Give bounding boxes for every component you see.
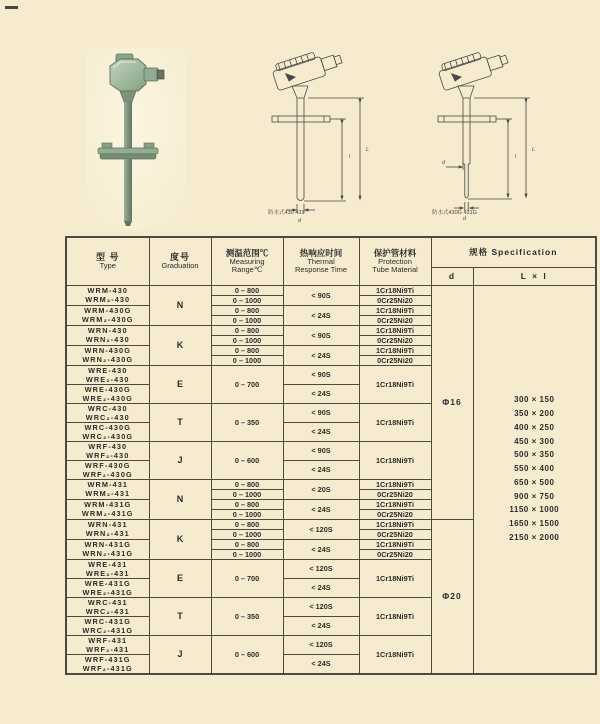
type-label: WRC₂-430G xyxy=(82,431,134,441)
type-cell xyxy=(66,539,149,559)
type-label: WRE₂-431 xyxy=(85,568,130,578)
type-cell xyxy=(66,285,149,305)
type-cell xyxy=(66,578,149,597)
header-response xyxy=(283,237,359,285)
material-cell: 1Cr18Ni9Ti xyxy=(359,479,431,489)
type-label: WRF-430G xyxy=(84,460,131,470)
response-cell: < 24S xyxy=(283,539,359,559)
dim-label-L: L xyxy=(532,147,536,153)
graduation-cell: K xyxy=(149,325,211,365)
header-specification xyxy=(431,237,596,267)
type-label: WRF₂-431G xyxy=(82,663,133,673)
header-spec-lxl xyxy=(473,267,596,285)
type-cell xyxy=(66,460,149,479)
header-graduation xyxy=(149,237,211,285)
graduation-cell: K xyxy=(149,519,211,559)
type-label: WRN-430 xyxy=(87,326,128,335)
response-cell: < 120S xyxy=(283,597,359,616)
type-cell xyxy=(66,597,149,616)
table-row xyxy=(66,285,596,295)
table-body xyxy=(66,285,596,674)
type-label: WRN-430G xyxy=(84,346,131,355)
response-cell: < 90S xyxy=(283,285,359,305)
type-label: WRF₂-430G xyxy=(82,469,133,479)
type-label: WRM-431G xyxy=(84,500,132,509)
range-cell: 0 – 1000 xyxy=(211,295,283,305)
dim-label-d: d xyxy=(298,218,302,224)
graduation-cell: E xyxy=(149,559,211,597)
header-spec-d-label: d xyxy=(448,271,456,281)
size-item: 350 × 200 xyxy=(514,408,555,418)
graduation-cell: N xyxy=(149,285,211,325)
range-cell: 0 – 700 xyxy=(211,559,283,597)
range-cell: 0 – 1000 xyxy=(211,335,283,345)
material-cell: 1Cr18Ni9Ti xyxy=(359,441,431,479)
material-cell: 0Cr25Ni20 xyxy=(359,489,431,499)
response-cell: < 24S xyxy=(283,460,359,479)
type-label: WRM-431 xyxy=(87,480,129,489)
header-spec-lxl-label: L × l xyxy=(520,271,548,281)
material-cell: 1Cr18Ni9Ti xyxy=(359,539,431,549)
type-cell xyxy=(66,345,149,365)
specification-table xyxy=(65,236,597,675)
response-cell: < 120S xyxy=(283,519,359,539)
type-label: WRE₂-430G xyxy=(82,393,133,403)
range-cell: 0 – 1000 xyxy=(211,509,283,519)
product-photo xyxy=(86,48,186,235)
type-cell xyxy=(66,499,149,519)
response-cell: < 24S xyxy=(283,499,359,519)
size-item: 550 × 400 xyxy=(514,464,555,474)
type-cell xyxy=(66,616,149,635)
range-cell: 0 – 1000 xyxy=(211,529,283,539)
header-type-cn: 型 号 xyxy=(95,252,120,262)
header-protection-cn: 保护管材料 xyxy=(373,247,417,258)
size-item: 1650 × 1500 xyxy=(509,519,560,529)
material-cell: 0Cr25Ni20 xyxy=(359,529,431,539)
type-cell xyxy=(66,654,149,674)
type-label: WRM₂-430G xyxy=(81,315,134,324)
range-cell: 0 – 1000 xyxy=(211,355,283,365)
response-cell: < 24S xyxy=(283,578,359,597)
graduation-cell: J xyxy=(149,441,211,479)
response-cell: < 120S xyxy=(283,559,359,578)
header-range xyxy=(211,237,283,285)
diameter-cell: Φ20 xyxy=(431,519,473,674)
type-label: WRC-431 xyxy=(87,597,128,607)
size-item: 650 × 500 xyxy=(514,477,555,487)
material-cell: 0Cr25Ni20 xyxy=(359,355,431,365)
material-cell: 0Cr25Ni20 xyxy=(359,549,431,559)
range-cell: 0 – 600 xyxy=(211,441,283,479)
type-label: WRN₂-430 xyxy=(85,335,130,344)
type-label: WRN-431G xyxy=(84,540,131,549)
type-label: WRN₂-430G xyxy=(82,355,134,364)
type-label: WRF₂-431 xyxy=(86,644,130,654)
size-item: 400 × 250 xyxy=(514,422,555,432)
type-label: WRC₂-431G xyxy=(82,625,134,635)
material-cell: 0Cr25Ni20 xyxy=(359,335,431,345)
type-cell xyxy=(66,479,149,499)
size-item: 2150 × 2000 xyxy=(509,533,560,543)
material-cell: 1Cr18Ni9Ti xyxy=(359,559,431,597)
size-item: 1150 × 1000 xyxy=(509,505,560,515)
type-label: WRE-430G xyxy=(84,384,131,394)
type-label: WRE-431G xyxy=(84,578,131,588)
type-label: WRN₂-431G xyxy=(82,549,134,558)
material-cell: 1Cr18Ni9Ti xyxy=(359,635,431,674)
range-cell: 0 – 600 xyxy=(211,635,283,674)
response-cell: < 24S xyxy=(283,305,359,325)
type-label: WRM₂-431G xyxy=(81,509,134,518)
response-cell: < 90S xyxy=(283,441,359,460)
header-graduation-en: Graduation xyxy=(161,261,199,270)
dim-label-l: l xyxy=(349,154,351,160)
response-cell: < 24S xyxy=(283,422,359,441)
type-cell xyxy=(66,403,149,422)
size-item: 500 × 350 xyxy=(514,450,555,460)
dim-label-l: l xyxy=(515,154,517,160)
type-label: WRC₂-431 xyxy=(85,606,130,616)
material-cell: 1Cr18Ni9Ti xyxy=(359,305,431,315)
range-cell: 0 – 800 xyxy=(211,345,283,355)
type-label: WRF-431G xyxy=(84,654,131,664)
graduation-cell: E xyxy=(149,365,211,403)
range-cell: 0 – 1000 xyxy=(211,549,283,559)
header-response-cn: 热响应时间 xyxy=(299,247,343,258)
dim-label-d: d xyxy=(442,160,446,166)
range-cell: 0 – 800 xyxy=(211,285,283,295)
response-cell: < 24S xyxy=(283,616,359,635)
response-cell: < 20S xyxy=(283,479,359,499)
outline-drawing-430 xyxy=(252,46,408,233)
material-cell: 1Cr18Ni9Ti xyxy=(359,597,431,635)
header-protection-en1: Protection xyxy=(378,256,412,266)
material-cell: 0Cr25Ni20 xyxy=(359,509,431,519)
header-protection-en2: Tube Material xyxy=(372,265,418,275)
type-cell xyxy=(66,441,149,460)
range-cell: 0 – 800 xyxy=(211,519,283,529)
header-range-cn: 测温范围℃ xyxy=(225,247,269,258)
range-cell: 0 – 800 xyxy=(211,499,283,509)
header-spec-d xyxy=(431,267,473,285)
type-label: WRM-430G xyxy=(84,306,132,315)
header-protection xyxy=(359,237,431,285)
diameter-cell: Φ16 xyxy=(431,285,473,519)
response-cell: < 90S xyxy=(283,403,359,422)
type-label: WRC-430 xyxy=(87,403,128,413)
response-cell: < 90S xyxy=(283,325,359,345)
material-cell: 1Cr18Ni9Ti xyxy=(359,365,431,403)
type-cell xyxy=(66,519,149,539)
range-cell: 0 – 800 xyxy=(211,539,283,549)
drawing-caption: 防水式430G 431G xyxy=(432,210,477,216)
material-cell: 1Cr18Ni9Ti xyxy=(359,499,431,509)
range-cell: 0 – 800 xyxy=(211,325,283,335)
range-cell: 0 – 700 xyxy=(211,365,283,403)
response-cell: < 24S xyxy=(283,384,359,403)
header-response-en2: Response Time xyxy=(294,265,348,275)
header-response-en1: Thermal xyxy=(307,256,335,266)
type-cell xyxy=(66,305,149,325)
type-label: WRE-431 xyxy=(88,559,128,569)
type-label: WRF₂-430 xyxy=(86,450,130,460)
response-cell: < 24S xyxy=(283,654,359,674)
graduation-cell: T xyxy=(149,403,211,441)
material-cell: 1Cr18Ni9Ti xyxy=(359,325,431,335)
type-cell xyxy=(66,559,149,578)
drawing-caption: 防水式430 431 xyxy=(268,210,305,216)
header-row-1 xyxy=(66,237,596,267)
header-range-en2: Range℃ xyxy=(231,265,263,275)
thermocouple-photo-graphic xyxy=(86,48,186,230)
type-label: WRM₂-431 xyxy=(85,489,131,498)
sizes-list xyxy=(474,393,596,545)
drawing-430g-graphic xyxy=(418,46,574,228)
material-cell: 0Cr25Ni20 xyxy=(359,295,431,305)
type-cell xyxy=(66,422,149,441)
figures-row xyxy=(0,44,600,234)
type-cell xyxy=(66,365,149,384)
type-label: WRM-430 xyxy=(87,286,129,295)
range-cell: 0 – 800 xyxy=(211,305,283,315)
type-label: WRC₂-430 xyxy=(85,412,130,422)
drawing-430-graphic xyxy=(252,46,408,228)
header-graduation-cn: 度号 xyxy=(169,252,190,262)
size-item: 300 × 150 xyxy=(514,395,555,405)
header-specification-label: 规格 Specification xyxy=(469,247,558,258)
type-label: WRM₂-430 xyxy=(85,295,131,304)
size-item: 450 × 300 xyxy=(514,436,555,446)
range-cell: 0 – 350 xyxy=(211,403,283,441)
type-cell xyxy=(66,384,149,403)
type-cell xyxy=(66,635,149,654)
response-cell: < 24S xyxy=(283,345,359,365)
header-type xyxy=(66,237,149,285)
header-type-en: Type xyxy=(99,261,116,270)
type-label: WRF-431 xyxy=(88,635,128,645)
header-range-en1: Measuring xyxy=(229,256,265,266)
graduation-cell: N xyxy=(149,479,211,519)
range-cell: 0 – 800 xyxy=(211,479,283,489)
type-label: WRE-430 xyxy=(88,365,128,375)
response-cell: < 120S xyxy=(283,635,359,654)
scan-mark xyxy=(5,6,18,9)
type-label: WRC-431G xyxy=(84,616,131,626)
material-cell: 1Cr18Ni9Ti xyxy=(359,345,431,355)
material-cell: 1Cr18Ni9Ti xyxy=(359,519,431,529)
graduation-cell: T xyxy=(149,597,211,635)
graduation-cell: J xyxy=(149,635,211,674)
type-label: WRE₂-431G xyxy=(82,587,133,597)
outline-drawing-430g xyxy=(418,46,574,233)
type-label: WRE₂-430 xyxy=(85,374,130,384)
material-cell: 0Cr25Ni20 xyxy=(359,315,431,325)
type-cell xyxy=(66,325,149,345)
sizes-cell xyxy=(473,285,596,674)
range-cell: 0 – 1000 xyxy=(211,315,283,325)
range-cell: 0 – 350 xyxy=(211,597,283,635)
response-cell: < 90S xyxy=(283,365,359,384)
type-label: WRN-431 xyxy=(87,520,128,529)
range-cell: 0 – 1000 xyxy=(211,489,283,499)
dim-label-L: L xyxy=(366,147,370,153)
material-cell: 1Cr18Ni9Ti xyxy=(359,403,431,441)
type-label: WRF-430 xyxy=(88,441,128,451)
type-label: WRN₂-431 xyxy=(85,529,130,538)
type-label: WRC-430G xyxy=(84,422,131,432)
dim-label-d1: d xyxy=(463,216,467,222)
size-item: 900 × 750 xyxy=(514,491,555,501)
material-cell: 1Cr18Ni9Ti xyxy=(359,285,431,295)
